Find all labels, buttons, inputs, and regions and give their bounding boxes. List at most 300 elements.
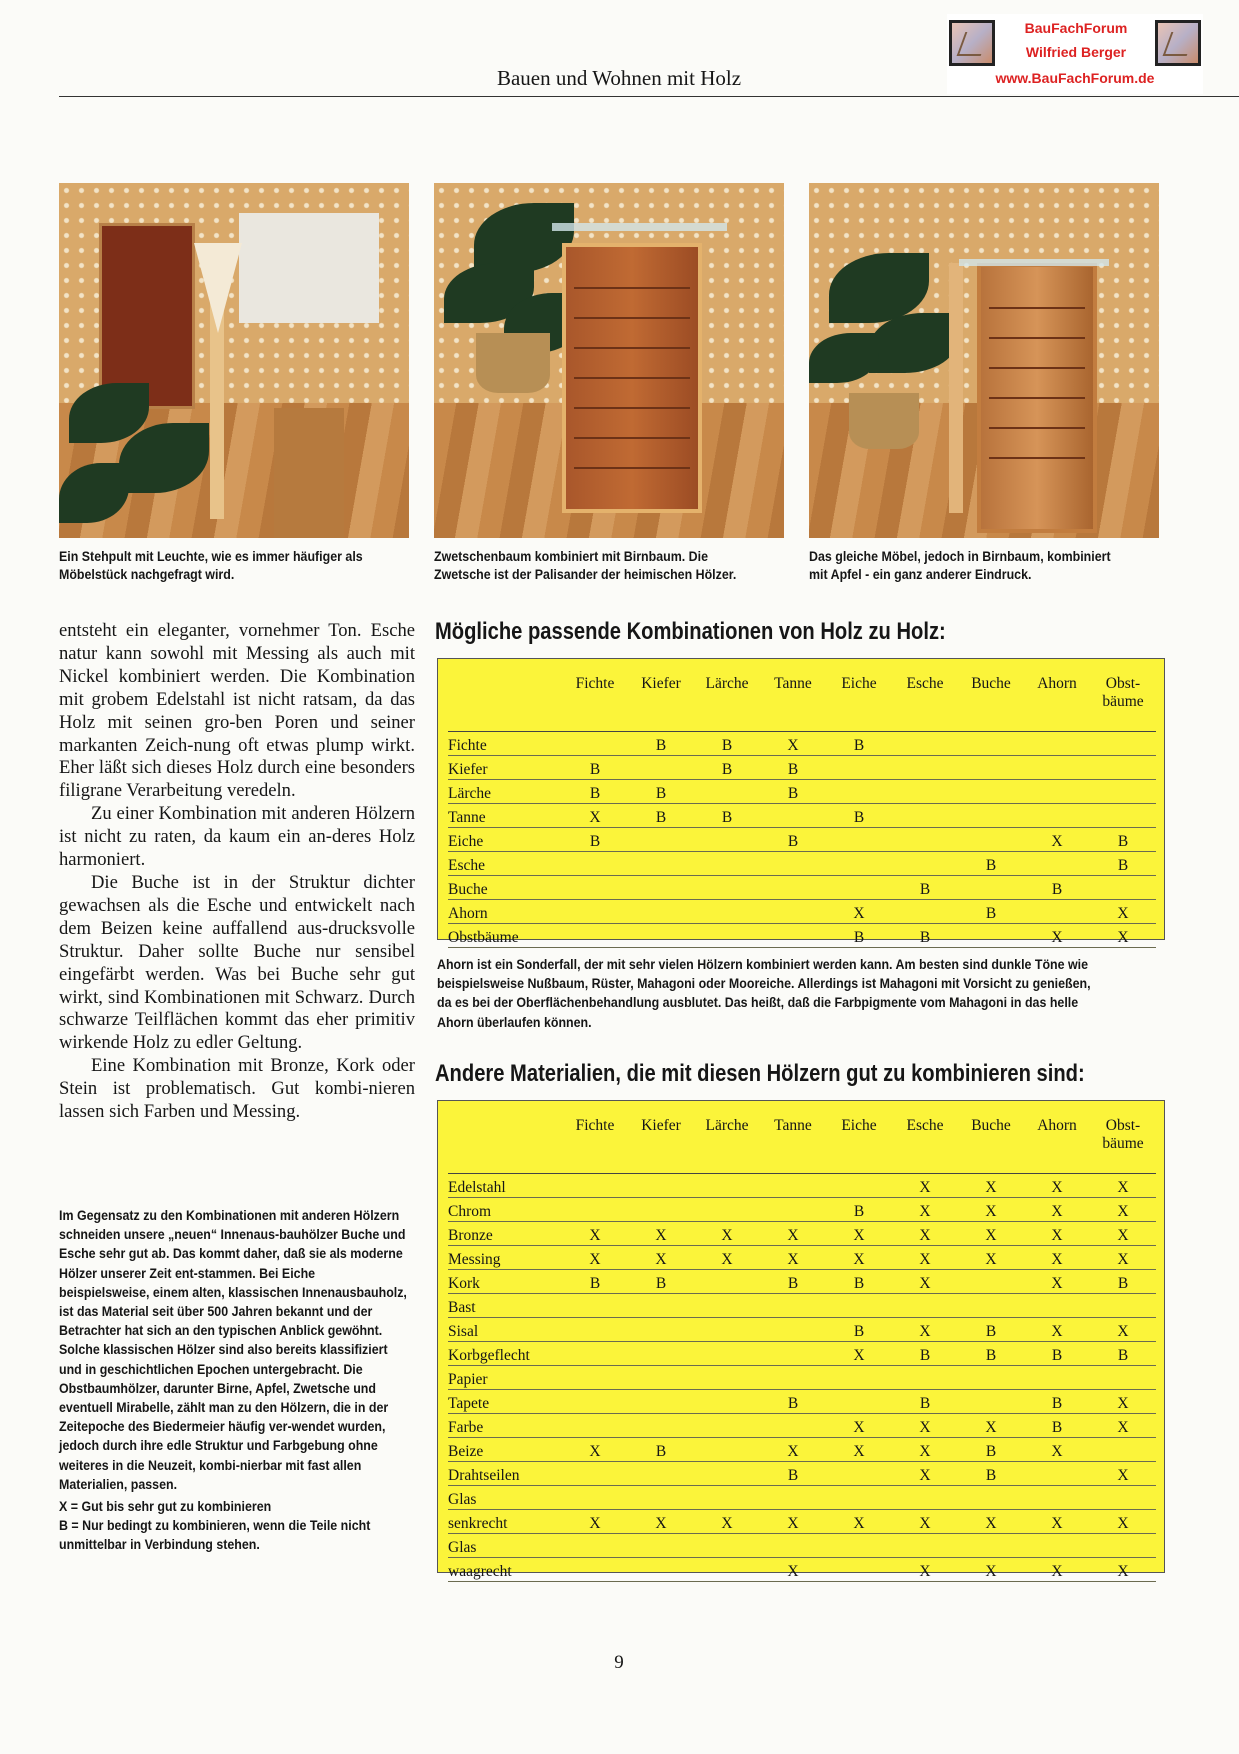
sidebar-note: Im Gegensatz zu den Kombinationen mit anderen Hölzern schneiden unsere „neuen“ Innenaus-bauhölzer Buche und Esche sehr gut ab. Das kommt daher, daß sie als moderne Hölzer unserer Zeit ent-stammen. Bei Eiche beispielsweise, einem alten, klassischen Innenausbauholz, ist das Material seit über 500 Jahren bekannt und der Betrachter hat sich an den typischen Anblick gewöhnt. Solche klassischen Hölzer sind also bereits klassifiziert und in geschichtlichen Epochen untergebracht. Die Obstbaumhölzer, darunter Birne, Apfel, Zwetsche und eventuell Mirabelle, zählt man zu den Hölzern, die in der Zeitepoche des Biedermeier häufig ver-wendet wurden, jedoch durch ihre edle Struktur und Farbgebung ohne weiteres in die Neuzeit, kombi-nierbar mit fast allen Materialien, passen.	[59, 1208, 407, 1492]
table-cell: B	[826, 1270, 892, 1294]
table-cell	[562, 1462, 628, 1486]
table-cell	[760, 852, 826, 876]
table-cell: B	[958, 1342, 1024, 1366]
table-cell: X	[1024, 1222, 1090, 1246]
table-row	[448, 1462, 1156, 1486]
row-label: senkrecht	[448, 1510, 562, 1534]
row-label: Korbgeflecht	[448, 1342, 562, 1366]
table-cell	[892, 1294, 958, 1318]
photo-stehpult	[59, 183, 409, 538]
table-row	[448, 1270, 1156, 1294]
table-cell	[628, 1318, 694, 1342]
row-label: Kork	[448, 1270, 562, 1294]
photo-caption: Zwetschenbaum kombiniert mit Birnbaum. Die Zwetsche ist der Palisander der heimischen Hölzer.	[434, 549, 737, 582]
table-cell: X	[1024, 1270, 1090, 1294]
body-paragraph: Die Buche ist in der Struktur dichter gewachsen als die Esche und entwickelt nach dem Beizen keine auffallend aus-drucksvolle Struktur. Daher sollte Buche nur sensibel eingefärbt werden. Was bei Buche sehr gut wirkt, sind Kombinationen mit Schwarz. Durch schwarze Teilflächen kommt das eher primitiv wirkende Holz zu edler Geltung.	[59, 871, 415, 1054]
table-cell	[1024, 1534, 1090, 1558]
table-cell	[628, 1462, 694, 1486]
table-cell	[628, 924, 694, 948]
table-cell: B	[760, 1390, 826, 1414]
table-cell	[892, 1486, 958, 1510]
column-header: Eiche	[826, 1107, 892, 1174]
photo-birnbaum	[809, 183, 1159, 538]
table-cell: B	[892, 1390, 958, 1414]
photo-shelf	[99, 223, 195, 409]
table-cell: X	[760, 1510, 826, 1534]
table-cell: B	[760, 1462, 826, 1486]
table-cell	[826, 1366, 892, 1390]
table-cell: X	[628, 1246, 694, 1270]
table-cell: X	[958, 1222, 1024, 1246]
table-cell	[958, 876, 1024, 900]
table-cell: X	[892, 1462, 958, 1486]
table-cell: X	[1024, 1198, 1090, 1222]
table-cell	[562, 1318, 628, 1342]
table-cell: X	[826, 1342, 892, 1366]
table-cell	[562, 1534, 628, 1558]
table-cell	[826, 756, 892, 780]
table-cell	[628, 1198, 694, 1222]
table-cell	[628, 756, 694, 780]
table-cell	[562, 924, 628, 948]
table-cell: X	[892, 1246, 958, 1270]
body-text	[59, 620, 415, 1124]
photo-pole	[949, 263, 963, 513]
table-cell	[826, 1294, 892, 1318]
table-cell	[892, 756, 958, 780]
table-cell: X	[1024, 1510, 1090, 1534]
table-row	[448, 1342, 1156, 1366]
table-cell: X	[892, 1198, 958, 1222]
table-cell	[760, 1198, 826, 1222]
photo-pot	[849, 393, 919, 449]
table-cell: B	[760, 1270, 826, 1294]
table-cell: B	[1090, 828, 1156, 852]
table-cell: B	[892, 876, 958, 900]
table-cell: X	[1090, 1222, 1156, 1246]
table-cell	[826, 1558, 892, 1582]
table-cell: X	[1090, 1246, 1156, 1270]
table-cell: X	[892, 1558, 958, 1582]
table-cell: B	[826, 732, 892, 756]
table-cell	[760, 876, 826, 900]
table-cell: X	[760, 732, 826, 756]
table-row	[448, 1534, 1156, 1558]
row-label: Ahorn	[448, 900, 562, 924]
table-cell: B	[628, 1438, 694, 1462]
table-row	[448, 1486, 1156, 1510]
table-cell: X	[1090, 1198, 1156, 1222]
table-cell: B	[562, 828, 628, 852]
row-label: Edelstahl	[448, 1174, 562, 1198]
row-label: Bast	[448, 1294, 562, 1318]
table-cell	[562, 1174, 628, 1198]
table-corner	[448, 1107, 562, 1174]
row-label: Obstbäume	[448, 924, 562, 948]
row-label: Lärche	[448, 780, 562, 804]
table-cell: B	[694, 732, 760, 756]
logo-badge[interactable]	[947, 14, 1203, 94]
table-cell: X	[826, 1246, 892, 1270]
table-cell: B	[1024, 1390, 1090, 1414]
table-cell	[694, 876, 760, 900]
column-header: Ahorn	[1024, 665, 1090, 732]
table-cell	[1090, 732, 1156, 756]
column-header: Fichte	[562, 665, 628, 732]
body-paragraph: Zu einer Kombination mit anderen Hölzern ist nicht zu raten, da kaum ein an-deres Holz harmoniert.	[59, 803, 415, 871]
table-cell: B	[760, 828, 826, 852]
photo-cabinet	[562, 243, 702, 513]
table-cell: B	[1024, 1414, 1090, 1438]
table-cell	[1090, 1486, 1156, 1510]
table-row	[448, 1390, 1156, 1414]
body-paragraph: entsteht ein eleganter, vornehmer Ton. Esche natur kann sowohl mit Messing als auch mit Nickel kombiniert werden. Die Kombination mit grobem Edelstahl ist nicht ratsam, da das Holz mit seinen gro-ben Poren und seiner markanten Zeich-nung oft etwas plump wirkt. Eher läßt sich dieses Holz durch eine besonders filigrane Verarbeitung veredeln.	[59, 620, 415, 802]
table-cell: X	[958, 1510, 1024, 1534]
table-cell	[826, 852, 892, 876]
table-row	[448, 876, 1156, 900]
table-cell: B	[694, 804, 760, 828]
table-cell	[1090, 1534, 1156, 1558]
column-header: Tanne	[760, 1107, 826, 1174]
table-cell	[826, 1534, 892, 1558]
table-cell	[958, 828, 1024, 852]
table-row	[448, 1246, 1156, 1270]
page-header-title: Bauen und Wohnen mit Holz	[496, 66, 742, 90]
table1-header-row	[448, 665, 1156, 732]
table-cell	[958, 804, 1024, 828]
table-cell	[760, 1294, 826, 1318]
table-cell: X	[958, 1174, 1024, 1198]
table-cell: X	[1090, 1462, 1156, 1486]
table-cell: B	[958, 1462, 1024, 1486]
table-cell	[628, 1486, 694, 1510]
table-cell	[958, 1534, 1024, 1558]
table-row	[448, 1510, 1156, 1534]
logo-line1: BauFachForum	[1024, 20, 1128, 36]
table-cell	[694, 1438, 760, 1462]
ahorn-note: Ahorn ist ein Sonderfall, der mit sehr vielen Hölzern kombiniert werden kann. Am besten sind dunkle Töne wie beispielsweise Nußbaum, Rüster, Mahagoni oder Mooreiche. Allerdings ist Mahagoni mit Vorsicht zu genießen, da es bei der Oberflächenbehandlung ausblutet. Das heißt, daß die Farbpigmente vom Mahagoni in das helle Ahorn überlaufen können.	[437, 957, 1091, 1030]
table-cell	[562, 732, 628, 756]
table-cell: B	[628, 732, 694, 756]
table-cell	[1024, 900, 1090, 924]
table-row	[448, 1174, 1156, 1198]
table1-heading: Mögliche passende Kombinationen von Holz zu Holz:	[435, 618, 946, 645]
table-cell: X	[826, 1414, 892, 1438]
table-cell	[694, 1270, 760, 1294]
body-paragraph: Eine Kombination mit Bronze, Kork oder Stein ist problematisch. Gut kombi-nieren lassen sich Farben und Messing.	[59, 1055, 415, 1123]
table-cell: B	[958, 1318, 1024, 1342]
table-row	[448, 1366, 1156, 1390]
logo-url[interactable]: www.BauFachForum.de	[995, 70, 1155, 86]
column-header: Buche	[958, 1107, 1024, 1174]
table-cell: X	[958, 1198, 1024, 1222]
table-corner	[448, 665, 562, 732]
table-cell: X	[892, 1270, 958, 1294]
table-cell	[1090, 804, 1156, 828]
header-rule	[59, 96, 1239, 97]
table-cell	[760, 1318, 826, 1342]
table-cell	[760, 1534, 826, 1558]
row-label: Farbe	[448, 1414, 562, 1438]
table-cell: B	[958, 1438, 1024, 1462]
table-cell: B	[628, 780, 694, 804]
column-header: Eiche	[826, 665, 892, 732]
table-cell	[562, 1342, 628, 1366]
table-cell	[892, 804, 958, 828]
table-cell: X	[826, 1438, 892, 1462]
table-cell: B	[628, 1270, 694, 1294]
table-cell: X	[1024, 1558, 1090, 1582]
table-cell: X	[562, 1510, 628, 1534]
table-cell	[958, 1486, 1024, 1510]
table-cell	[826, 1462, 892, 1486]
table-cell	[628, 876, 694, 900]
table-cell	[628, 1342, 694, 1366]
table-cell	[562, 1366, 628, 1390]
table-cell: X	[760, 1246, 826, 1270]
table-cell	[1024, 1486, 1090, 1510]
table1	[448, 665, 1156, 948]
photo-cabinet	[977, 263, 1097, 533]
legend	[59, 1497, 409, 1555]
table-cell: B	[1090, 1342, 1156, 1366]
table-cell	[1090, 1294, 1156, 1318]
table-cell	[958, 924, 1024, 948]
row-label: Eiche	[448, 828, 562, 852]
table-cell	[562, 1294, 628, 1318]
table-row	[448, 780, 1156, 804]
table-cell	[892, 900, 958, 924]
table-cell	[562, 1198, 628, 1222]
table-cell: X	[892, 1414, 958, 1438]
table-cell: B	[628, 804, 694, 828]
table-cell	[892, 732, 958, 756]
table-cell	[694, 1534, 760, 1558]
table-cell: B	[892, 1342, 958, 1366]
table-cell	[760, 1486, 826, 1510]
table-cell: B	[562, 780, 628, 804]
table-cell	[958, 1294, 1024, 1318]
table-cell: B	[958, 852, 1024, 876]
table-cell	[562, 1558, 628, 1582]
photo-pot	[476, 333, 550, 393]
table-cell	[562, 1390, 628, 1414]
table-cell	[1024, 732, 1090, 756]
logo-icon-right	[1155, 20, 1201, 66]
table-cell	[628, 1294, 694, 1318]
table-cell	[892, 828, 958, 852]
table-cell: B	[562, 1270, 628, 1294]
legend-x: X = Gut bis sehr gut zu kombinieren	[59, 1499, 272, 1514]
table-cell: B	[1090, 852, 1156, 876]
table-cell: X	[562, 1246, 628, 1270]
table-cell	[1090, 876, 1156, 900]
table-row	[448, 1222, 1156, 1246]
table-cell	[958, 1270, 1024, 1294]
table-cell: X	[562, 1222, 628, 1246]
table-cell	[694, 1390, 760, 1414]
table-cell: X	[1024, 1246, 1090, 1270]
row-label: Chrom	[448, 1198, 562, 1222]
logo-icon-left	[949, 20, 995, 66]
table-cell	[1024, 780, 1090, 804]
table-cell: X	[892, 1222, 958, 1246]
table-cell	[958, 732, 1024, 756]
table-cell	[562, 1414, 628, 1438]
table-cell: X	[1090, 1174, 1156, 1198]
table-cell	[562, 1486, 628, 1510]
table-cell	[958, 1366, 1024, 1390]
table-cell: X	[958, 1414, 1024, 1438]
table-cell	[826, 828, 892, 852]
table-cell	[1024, 1462, 1090, 1486]
table-row	[448, 924, 1156, 948]
photo-lectern	[274, 408, 344, 538]
table-cell	[694, 1462, 760, 1486]
table-cell	[694, 1318, 760, 1342]
photo-lamp-shade	[194, 243, 242, 333]
table-row	[448, 756, 1156, 780]
table-cell	[694, 1198, 760, 1222]
table-cell	[892, 780, 958, 804]
table-row	[448, 1294, 1156, 1318]
table-cell	[760, 1366, 826, 1390]
table-cell: X	[694, 1222, 760, 1246]
table-cell: B	[1024, 1342, 1090, 1366]
table-row	[448, 1318, 1156, 1342]
row-label: waagrecht	[448, 1558, 562, 1582]
column-header: Ahorn	[1024, 1107, 1090, 1174]
row-label: Drahtseilen	[448, 1462, 562, 1486]
table-cell: X	[1090, 924, 1156, 948]
table-cell	[1024, 756, 1090, 780]
table-cell	[562, 852, 628, 876]
table-cell	[760, 1414, 826, 1438]
table-cell	[628, 900, 694, 924]
table-cell: X	[1024, 1174, 1090, 1198]
column-header: Obst-bäume	[1090, 1107, 1156, 1174]
table-row	[448, 852, 1156, 876]
table-cell: X	[958, 1558, 1024, 1582]
table-cell: B	[826, 804, 892, 828]
table-cell	[694, 900, 760, 924]
table-cell: B	[826, 1318, 892, 1342]
table-cell: B	[760, 756, 826, 780]
table1-box	[437, 658, 1165, 946]
photo-caption: Das gleiche Möbel, jedoch in Birnbaum, kombiniert mit Apfel - ein ganz anderer Eindruck.	[809, 549, 1111, 582]
table-cell: B	[826, 924, 892, 948]
table-cell	[826, 1174, 892, 1198]
table-cell	[1090, 1366, 1156, 1390]
table-row	[448, 1414, 1156, 1438]
table-cell	[694, 1366, 760, 1390]
table-cell: X	[892, 1510, 958, 1534]
table-cell: X	[628, 1510, 694, 1534]
photo-glass-top	[959, 259, 1109, 266]
table-cell	[694, 1174, 760, 1198]
table-cell: X	[1090, 1414, 1156, 1438]
table-cell: X	[562, 804, 628, 828]
photo-caption: Ein Stehpult mit Leuchte, wie es immer häufiger als Möbelstück nachgefragt wird.	[59, 549, 363, 582]
table-cell: X	[1090, 1390, 1156, 1414]
row-label: Sisal	[448, 1318, 562, 1342]
table-cell	[826, 1390, 892, 1414]
table-cell	[1024, 1294, 1090, 1318]
table-cell: X	[1090, 1558, 1156, 1582]
table-row	[448, 804, 1156, 828]
row-label: Tanne	[448, 804, 562, 828]
legend-b: B = Nur bedingt zu kombinieren, wenn die Teile nicht unmittelbar in Verbindung stehen.	[59, 1518, 371, 1553]
photo-zwetsche	[434, 183, 784, 538]
table-cell	[694, 1414, 760, 1438]
column-header: Buche	[958, 665, 1024, 732]
table-cell: X	[826, 1510, 892, 1534]
table-cell: X	[1090, 1510, 1156, 1534]
table-cell	[694, 1558, 760, 1582]
table-row	[448, 1198, 1156, 1222]
row-label: Esche	[448, 852, 562, 876]
table-cell: X	[826, 1222, 892, 1246]
table-cell: X	[892, 1318, 958, 1342]
table2-header-row	[448, 1107, 1156, 1174]
table-cell: X	[826, 900, 892, 924]
table-row	[448, 828, 1156, 852]
row-label: Papier	[448, 1366, 562, 1390]
table-cell	[826, 780, 892, 804]
column-header: Obst-bäume	[1090, 665, 1156, 732]
table-row	[448, 1438, 1156, 1462]
table-cell	[1090, 1438, 1156, 1462]
table-cell	[760, 1342, 826, 1366]
table-cell	[1090, 756, 1156, 780]
table-cell	[892, 1534, 958, 1558]
table-cell	[958, 780, 1024, 804]
table-cell	[1090, 780, 1156, 804]
table-cell: B	[760, 780, 826, 804]
table-cell: X	[628, 1222, 694, 1246]
table-cell	[628, 828, 694, 852]
column-header: Esche	[892, 665, 958, 732]
table-cell: X	[892, 1174, 958, 1198]
table-cell: X	[760, 1438, 826, 1462]
table-cell	[694, 828, 760, 852]
table-row	[448, 1558, 1156, 1582]
table2-heading: Andere Materialien, die mit diesen Hölzern gut zu kombinieren sind:	[435, 1060, 1085, 1087]
table-cell	[826, 1486, 892, 1510]
table-cell: B	[826, 1198, 892, 1222]
table-cell	[628, 1174, 694, 1198]
table2	[448, 1107, 1156, 1582]
table-cell: X	[1090, 900, 1156, 924]
table-cell	[1024, 804, 1090, 828]
row-label: Bronze	[448, 1222, 562, 1246]
table-cell	[1024, 852, 1090, 876]
page-number: 9	[614, 1652, 624, 1673]
table-cell: X	[760, 1558, 826, 1582]
table-cell: X	[1024, 924, 1090, 948]
row-label: Kiefer	[448, 756, 562, 780]
table-cell	[694, 1294, 760, 1318]
row-label: Tapete	[448, 1390, 562, 1414]
table-row	[448, 900, 1156, 924]
table-cell	[826, 876, 892, 900]
table-cell	[694, 1486, 760, 1510]
table-cell	[892, 852, 958, 876]
table-cell: B	[694, 756, 760, 780]
table-cell: B	[1024, 876, 1090, 900]
row-label: Messing	[448, 1246, 562, 1270]
table-cell: B	[892, 924, 958, 948]
